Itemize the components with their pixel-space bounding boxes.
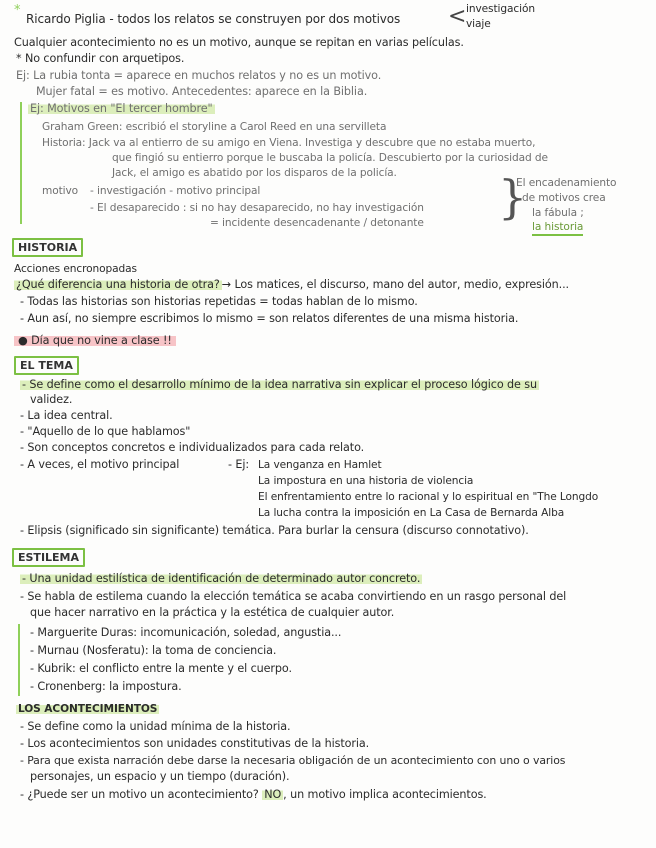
acontecimientos-line-3: - Para que exista narración debe darse la necesaria obligación de un acontecimiento con uno o varios — [20, 754, 566, 767]
example-motivo-2: - El desaparecido : si no hay desaparecido, no hay investigación — [90, 202, 424, 214]
acontecimientos-line-3b: personajes, un espacio y un tiempo (duración). — [30, 770, 290, 783]
estilema-line-2b: que hacer narrativo en la práctica y la estética de cualquier autor. — [30, 606, 395, 619]
header-option-1: investigación — [466, 3, 535, 15]
side-note-4: la historia — [532, 220, 583, 236]
tema-line-1b: validez. — [30, 393, 73, 406]
example-line-2: Historia: Jack va al entierro de su amigo en Viena. Investiga y descubre que no estaba muerto, — [42, 137, 536, 149]
acontecimientos-line-2: - Los acontecimientos son unidades constitutivas de la historia. — [20, 737, 370, 750]
acontecimientos-answer: NO — [264, 788, 282, 801]
estilema-example-2: - Murnau (Nosferatu): la toma de conciencia. — [30, 644, 277, 657]
header-brace: < — [448, 4, 467, 29]
header-author: Ricardo Piglia — [26, 12, 106, 26]
header-option-2: viaje — [466, 18, 491, 30]
intro-line-2: * No confundir con arquetipos. — [16, 52, 185, 65]
header-title — [26, 12, 400, 26]
header-statement: - todos los relatos se construyen por dos motivos — [109, 12, 401, 26]
tema-line-6: - Elipsis (significado sin significante) temática. Para burlar la censura (discurso connotativo). — [20, 524, 529, 537]
acontecimientos-line-4 — [20, 788, 487, 802]
tema-example-4: La lucha contra la imposición en La Casa de Bernarda Alba — [258, 507, 565, 519]
tema-example-2: La impostura en una historia de violencia — [258, 475, 474, 487]
historia-heading: HISTORIA — [12, 238, 83, 257]
acontecimientos-line-1: - Se define como la unidad mínima de la historia. — [20, 720, 291, 733]
example-line-4: Jack, el amigo es abatido por los disparos de la policía. — [112, 167, 397, 179]
intro-line-1: Cualquier acontecimiento no es un motivo, aunque se repitan en varias películas. — [14, 36, 464, 49]
example-title: Ej: Motivos en "El tercer hombre" — [30, 102, 213, 115]
tema-ej-label: - Ej: — [228, 458, 250, 471]
side-note-brace: } — [498, 170, 528, 224]
tema-line-2: - La idea central. — [20, 409, 113, 422]
historia-line-1: Acciones encronopadas — [14, 263, 137, 275]
example-motivo-label: motivo — [42, 185, 79, 197]
historia-line-4: - Aun así, no siempre escribimos lo mismo = son relatos diferentes de una misma historia. — [20, 312, 519, 325]
acontecimientos-explanation: , un motivo implica acontecimientos. — [283, 788, 487, 801]
side-note-3: la fábula ; — [532, 207, 584, 219]
example-motivo-3: = incidente desencadenante / detonante — [210, 217, 424, 229]
estilema-line-1: - Una unidad estilística de identificación de determinado autor concreto. — [22, 572, 421, 585]
historia-answer: → Los matices, el discurso, mano del autor, medio, expresión... — [221, 278, 569, 291]
historia-question: ¿Qué diferencia una historia de otra? — [16, 278, 220, 291]
tema-line-3: - "Aquello de lo que hablamos" — [20, 425, 191, 438]
tema-example-3: El enfrentamiento entre lo racional y lo espiritual en "The Longdo — [258, 491, 599, 503]
historia-line-3: - Todas las historias son historias repetidas = todas hablan de lo mismo. — [20, 295, 418, 308]
example-bar — [20, 102, 22, 224]
estilema-bar — [18, 624, 20, 696]
intro-line-4: Mujer fatal = es motivo. Antecedentes: aparece en la Biblia. — [36, 85, 368, 98]
side-note-1: El encadenamiento — [516, 177, 617, 189]
example-motivo-1: - investigación - motivo principal — [90, 185, 261, 197]
acontecimientos-heading: LOS ACONTECIMIENTOS — [18, 703, 158, 715]
header-star: * — [14, 3, 21, 18]
tema-line-1: - Se define como el desarrollo mínimo de la idea narrativa sin explicar el proceso lógico de su — [22, 378, 537, 391]
example-line-1: Graham Green: escribió el storyline a Carol Reed en una servilleta — [42, 121, 387, 133]
estilema-line-2: - Se habla de estilema cuando la elección temática se acaba convirtiendo en un rasgo personal del — [20, 590, 567, 603]
acontecimientos-question: - ¿Puede ser un motivo un acontecimiento? — [20, 788, 259, 801]
intro-line-3: Ej: La rubia tonta = aparece en muchos relatos y no es un motivo. — [16, 69, 382, 82]
example-line-3: que fingió su entierro porque le buscaba la policía. Descubierto por la curiosidad de — [112, 152, 548, 164]
tema-heading: EL TEMA — [14, 356, 79, 375]
estilema-example-1: - Marguerite Duras: incomunicación, soledad, angustia... — [30, 626, 342, 639]
tema-line-5: - A veces, el motivo principal — [20, 458, 180, 471]
tema-example-1: La venganza en Hamlet — [258, 459, 382, 471]
historia-missed-class-note: ● Día que no vine a clase !! — [14, 334, 176, 347]
estilema-heading: ESTILEMA — [12, 548, 85, 567]
side-note-2: de motivos crea — [522, 192, 606, 204]
estilema-example-3: - Kubrik: el conflicto entre la mente y el cuerpo. — [30, 662, 292, 675]
estilema-example-4: - Cronenberg: la impostura. — [30, 680, 182, 693]
tema-line-4: - Son conceptos concretos e individualizados para cada relato. — [20, 441, 365, 454]
historia-line-2 — [14, 278, 569, 292]
